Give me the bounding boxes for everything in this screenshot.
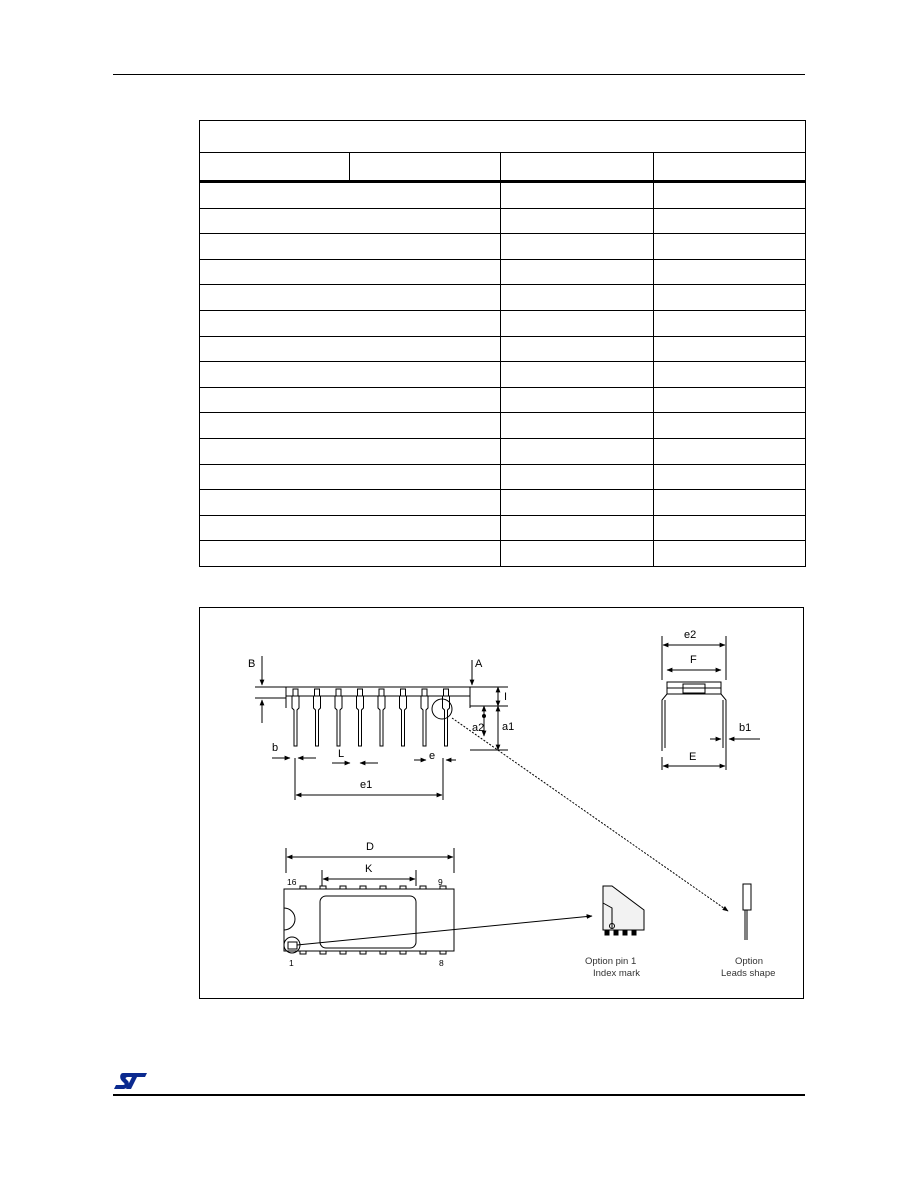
table-row <box>200 234 806 260</box>
side-pin-slot <box>336 689 341 696</box>
table-row <box>200 362 806 388</box>
dim-value-cell <box>501 490 654 516</box>
side-pin-slot <box>401 689 406 696</box>
side-pin <box>292 696 299 746</box>
label-e: e <box>429 750 436 762</box>
label-pin8: 8 <box>439 958 444 968</box>
top-view-pin <box>340 886 346 889</box>
dim-value-cell <box>654 362 806 388</box>
dim-value-cell <box>654 387 806 413</box>
label-pin1: 1 <box>289 958 294 968</box>
package-body-top <box>284 889 454 951</box>
dim-name-cell <box>200 541 501 567</box>
label-a2: a2 <box>472 722 485 734</box>
dim-name-cell <box>200 464 501 490</box>
label-b1: b1 <box>739 722 752 734</box>
label-K: K <box>365 863 373 875</box>
side-pin-slot <box>358 689 363 696</box>
unit-column-header-3 <box>654 153 806 182</box>
table-row <box>200 336 806 362</box>
notch-icon <box>284 908 295 930</box>
label-pin9: 9 <box>438 877 443 887</box>
dim-name-cell <box>200 413 501 439</box>
dim-value-cell <box>501 208 654 234</box>
die-window <box>320 896 416 948</box>
unit-column-header-2 <box>501 153 654 182</box>
table-header-row <box>200 121 806 153</box>
top-view-pin <box>400 886 406 889</box>
dim-value-cell <box>501 336 654 362</box>
label-e2: e2 <box>684 629 697 641</box>
table-row <box>200 464 806 490</box>
label-pin16: 16 <box>287 877 297 887</box>
top-view-pin <box>360 886 366 889</box>
dim-name-cell <box>200 259 501 285</box>
top-view-pin <box>300 886 306 889</box>
caption-option-leads-line2: Leads shape <box>721 968 776 979</box>
package-drawing-svg <box>200 608 805 1000</box>
st-logo-icon <box>113 1071 149 1091</box>
option-pin1-view <box>603 886 644 935</box>
top-view-pin <box>320 886 326 889</box>
dimensions-table <box>199 120 806 567</box>
dim-value-cell <box>654 182 806 209</box>
side-pin <box>400 696 407 746</box>
dim-value-cell <box>654 541 806 567</box>
dim-value-cell <box>501 182 654 209</box>
dim-value-cell <box>501 362 654 388</box>
dim-value-cell <box>501 541 654 567</box>
dim-value-cell <box>501 285 654 311</box>
dim-value-cell <box>654 234 806 260</box>
dim-name-cell <box>200 515 501 541</box>
side-pin-slot <box>293 689 298 696</box>
dim-name-cell <box>200 438 501 464</box>
side-pin <box>443 696 450 746</box>
caption-option-pin1-line1: Option pin 1 <box>585 956 637 967</box>
dim-value-cell <box>501 310 654 336</box>
top-view-pin <box>360 951 366 954</box>
top-view-pin <box>380 886 386 889</box>
dim-value-cell <box>501 464 654 490</box>
table-row <box>200 541 806 567</box>
side-pin <box>378 696 385 746</box>
table-row <box>200 208 806 234</box>
dim-value-cell <box>654 285 806 311</box>
top-view-pin <box>380 951 386 954</box>
side-pin-slot <box>444 689 449 696</box>
top-view-pin <box>300 951 306 954</box>
dim-value-cell <box>654 490 806 516</box>
dim-value-cell <box>501 234 654 260</box>
label-I: I <box>504 691 508 703</box>
side-pin <box>314 696 321 746</box>
dim-value-cell <box>654 515 806 541</box>
table-row <box>200 490 806 516</box>
dim-value-cell <box>501 259 654 285</box>
label-B: B <box>248 658 256 670</box>
label-L: L <box>338 748 345 760</box>
dim-name-cell <box>200 490 501 516</box>
side-view <box>255 656 728 911</box>
dim-value-cell <box>654 208 806 234</box>
dim-value-cell <box>654 413 806 439</box>
label-D: D <box>366 841 374 853</box>
end-view <box>662 636 760 770</box>
option-leads-view <box>743 884 751 940</box>
dim-name-cell <box>200 387 501 413</box>
label-F: F <box>690 654 697 666</box>
caption-option-pin1-line2: Index mark <box>593 968 640 979</box>
dim-name-cell <box>200 182 501 209</box>
dim-value-cell <box>501 515 654 541</box>
dim-value-cell <box>501 387 654 413</box>
table-row <box>200 259 806 285</box>
package-body-side <box>286 687 470 696</box>
dim-value-cell <box>501 438 654 464</box>
table-subheader-row <box>200 153 806 182</box>
caption-option-leads-line1: Option <box>735 956 763 967</box>
package-drawing <box>199 607 804 999</box>
dim-name-cell <box>200 285 501 311</box>
dim-name-cell <box>200 234 501 260</box>
side-pin-slot <box>315 689 320 696</box>
dim-value-cell <box>654 310 806 336</box>
label-a1: a1 <box>502 721 515 733</box>
table-row <box>200 413 806 439</box>
dim-value-cell <box>654 259 806 285</box>
table-row <box>200 182 806 209</box>
top-view-pin <box>440 951 446 954</box>
side-pins <box>292 689 450 746</box>
dim-value-cell <box>501 413 654 439</box>
dim-name-cell <box>200 336 501 362</box>
dim-name-cell <box>200 208 501 234</box>
side-pin <box>335 696 342 746</box>
header-rule <box>113 74 805 75</box>
top-view-pin <box>400 951 406 954</box>
label-b: b <box>272 742 279 754</box>
side-pin-slot <box>422 689 427 696</box>
top-view-pin <box>340 951 346 954</box>
top-view-pin <box>420 886 426 889</box>
dim-value-cell <box>654 464 806 490</box>
top-view-pin <box>420 951 426 954</box>
side-pin <box>421 696 428 746</box>
pin1-index-square <box>288 942 297 949</box>
side-pin-slot <box>379 689 384 696</box>
dim-value-cell <box>654 438 806 464</box>
dim-value-cell <box>654 336 806 362</box>
table-row <box>200 285 806 311</box>
footer-rule <box>113 1094 805 1096</box>
label-E: E <box>689 751 697 763</box>
table-header-title <box>200 121 806 153</box>
table-body <box>200 182 806 567</box>
table-row <box>200 515 806 541</box>
table-row <box>200 310 806 336</box>
dim-name-cell <box>200 362 501 388</box>
table-row <box>200 438 806 464</box>
dim-name-cell <box>200 310 501 336</box>
label-A: A <box>475 658 483 670</box>
unit-column-header-1 <box>350 153 501 182</box>
dim-column-header <box>200 153 350 182</box>
table-row <box>200 387 806 413</box>
top-view <box>284 848 592 954</box>
label-e1: e1 <box>360 779 373 791</box>
top-view-pin <box>320 951 326 954</box>
side-pin <box>357 696 364 746</box>
